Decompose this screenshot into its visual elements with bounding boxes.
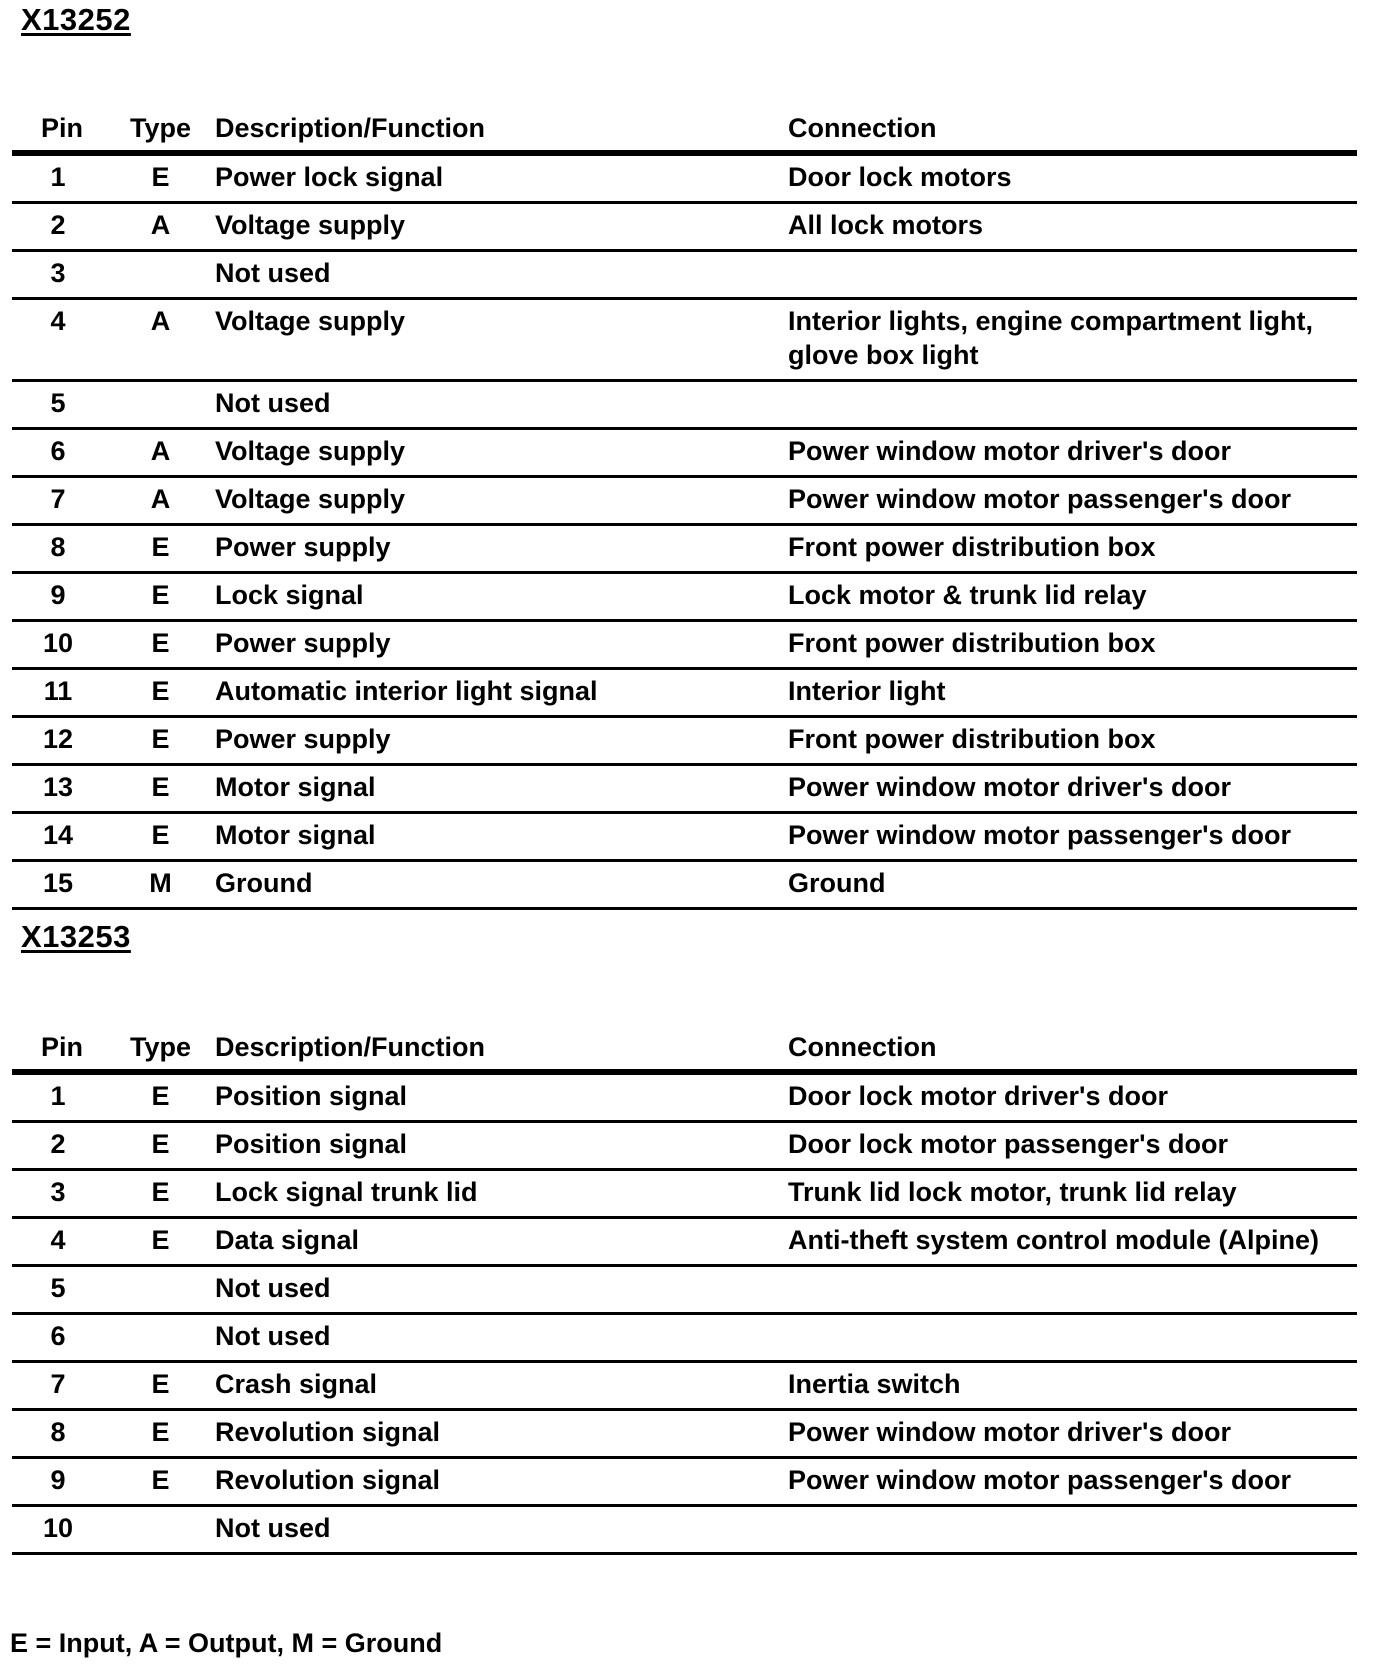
connection-cell: Anti-theft system control module (Alpine) [782,1218,1357,1266]
description-cell: Not used [209,1506,782,1554]
pin-cell: 3 [12,1170,112,1218]
table-row [12,299,1357,381]
pin-cell: 7 [12,477,112,525]
type-cell: A [112,429,209,477]
description-cell: Revolution signal [209,1458,782,1506]
connection-cell: All lock motors [782,203,1357,251]
description-cell: Crash signal [209,1362,782,1410]
table-row [12,1122,1357,1170]
connection-cell [782,1314,1357,1362]
pin-cell: 12 [12,717,112,765]
type-cell: E [112,813,209,861]
table-row [12,1458,1357,1506]
pin-cell: 8 [12,525,112,573]
type-cell: E [112,1362,209,1410]
type-cell: E [112,765,209,813]
pin-cell: 5 [12,381,112,429]
connection-cell: Power window motor driver's door [782,765,1357,813]
column-header-connection: Connection [782,106,1357,153]
pin-cell: 10 [12,621,112,669]
description-cell: Not used [209,1266,782,1314]
description-cell: Voltage supply [209,429,782,477]
type-cell: E [112,1170,209,1218]
type-cell: E [112,573,209,621]
description-cell: Lock signal trunk lid [209,1170,782,1218]
pin-cell: 1 [12,1072,112,1122]
connection-cell: Door lock motor passenger's door [782,1122,1357,1170]
description-cell: Position signal [209,1122,782,1170]
table-row [12,813,1357,861]
column-header-pin: Pin [12,1025,112,1072]
type-cell: A [112,299,209,381]
description-cell: Data signal [209,1218,782,1266]
type-cell [112,251,209,299]
type-cell: A [112,477,209,525]
pin-cell: 11 [12,669,112,717]
column-header-type: Type [112,106,209,153]
connection-cell: Interior lights, engine compartment light, glove box light [782,299,1357,381]
connection-cell: Power window motor passenger's door [782,1458,1357,1506]
description-cell: Power lock signal [209,153,782,203]
type-cell: E [112,1072,209,1122]
description-cell: Revolution signal [209,1410,782,1458]
table-row [12,861,1357,909]
type-cell [112,1266,209,1314]
table-row [12,1170,1357,1218]
connection-cell: Power window motor driver's door [782,429,1357,477]
connection-cell: Ground [782,861,1357,909]
connection-cell: Door lock motor driver's door [782,1072,1357,1122]
table-row [12,765,1357,813]
table-row [12,381,1357,429]
type-cell [112,381,209,429]
description-cell: Not used [209,1314,782,1362]
type-cell: E [112,525,209,573]
column-header-type: Type [112,1025,209,1072]
pin-cell: 6 [12,429,112,477]
table-row [12,251,1357,299]
connection-cell: Front power distribution box [782,621,1357,669]
table-row [12,717,1357,765]
description-cell: Not used [209,381,782,429]
description-cell: Lock signal [209,573,782,621]
pin-cell: 14 [12,813,112,861]
pin-cell: 13 [12,765,112,813]
pin-cell: 2 [12,1122,112,1170]
description-cell: Voltage supply [209,299,782,381]
type-cell: E [112,1410,209,1458]
table-row [12,1506,1357,1554]
connection-cell [782,381,1357,429]
table-row [12,525,1357,573]
table-row [12,573,1357,621]
pin-cell: 4 [12,299,112,381]
pin-table-x13252 [12,106,1357,910]
table-row [12,477,1357,525]
description-cell: Not used [209,251,782,299]
connection-cell: Inertia switch [782,1362,1357,1410]
description-cell: Ground [209,861,782,909]
type-cell [112,1506,209,1554]
connector-title-x13252: X13252 [21,2,131,37]
pin-cell: 7 [12,1362,112,1410]
table-row [12,429,1357,477]
type-cell: E [112,1122,209,1170]
connection-cell: Front power distribution box [782,525,1357,573]
connection-cell: Trunk lid lock motor, trunk lid relay [782,1170,1357,1218]
column-header-connection: Connection [782,1025,1357,1072]
connection-cell: Power window motor driver's door [782,1410,1357,1458]
column-header-description: Description/Function [209,106,782,153]
column-header-pin: Pin [12,106,112,153]
connection-cell: Door lock motors [782,153,1357,203]
pin-cell: 15 [12,861,112,909]
description-cell: Power supply [209,621,782,669]
type-cell: E [112,717,209,765]
connection-cell [782,1506,1357,1554]
table-header-row [12,1025,1357,1072]
type-cell: E [112,621,209,669]
pin-cell: 5 [12,1266,112,1314]
pin-cell: 2 [12,203,112,251]
type-cell: E [112,669,209,717]
table-row [12,1266,1357,1314]
description-cell: Automatic interior light signal [209,669,782,717]
connection-cell [782,251,1357,299]
pin-cell: 8 [12,1410,112,1458]
description-cell: Position signal [209,1072,782,1122]
description-cell: Power supply [209,525,782,573]
connector-title-x13253: X13253 [21,919,131,954]
description-cell: Motor signal [209,813,782,861]
table-row [12,1410,1357,1458]
type-legend: E = Input, A = Output, M = Ground [10,1628,443,1658]
description-cell: Power supply [209,717,782,765]
connection-cell: Lock motor & trunk lid relay [782,573,1357,621]
table-row [12,621,1357,669]
table-header-row [12,106,1357,153]
pin-cell: 1 [12,153,112,203]
pin-table-x13253 [12,1025,1357,1555]
pin-cell: 9 [12,573,112,621]
table-row [12,153,1357,203]
pin-cell: 3 [12,251,112,299]
type-cell: E [112,1458,209,1506]
type-cell: E [112,1218,209,1266]
pin-cell: 4 [12,1218,112,1266]
pin-cell: 9 [12,1458,112,1506]
table-row [12,669,1357,717]
description-cell: Motor signal [209,765,782,813]
column-header-description: Description/Function [209,1025,782,1072]
table-row [12,1362,1357,1410]
connection-cell: Interior light [782,669,1357,717]
connection-cell: Front power distribution box [782,717,1357,765]
description-cell: Voltage supply [209,477,782,525]
pin-cell: 6 [12,1314,112,1362]
connection-cell [782,1266,1357,1314]
type-cell: A [112,203,209,251]
type-cell: E [112,153,209,203]
table-row [12,1314,1357,1362]
table-row [12,1218,1357,1266]
type-cell [112,1314,209,1362]
type-cell: M [112,861,209,909]
connection-cell: Power window motor passenger's door [782,813,1357,861]
description-cell: Voltage supply [209,203,782,251]
table-row [12,1072,1357,1122]
connection-cell: Power window motor passenger's door [782,477,1357,525]
table-row [12,203,1357,251]
pin-cell: 10 [12,1506,112,1554]
